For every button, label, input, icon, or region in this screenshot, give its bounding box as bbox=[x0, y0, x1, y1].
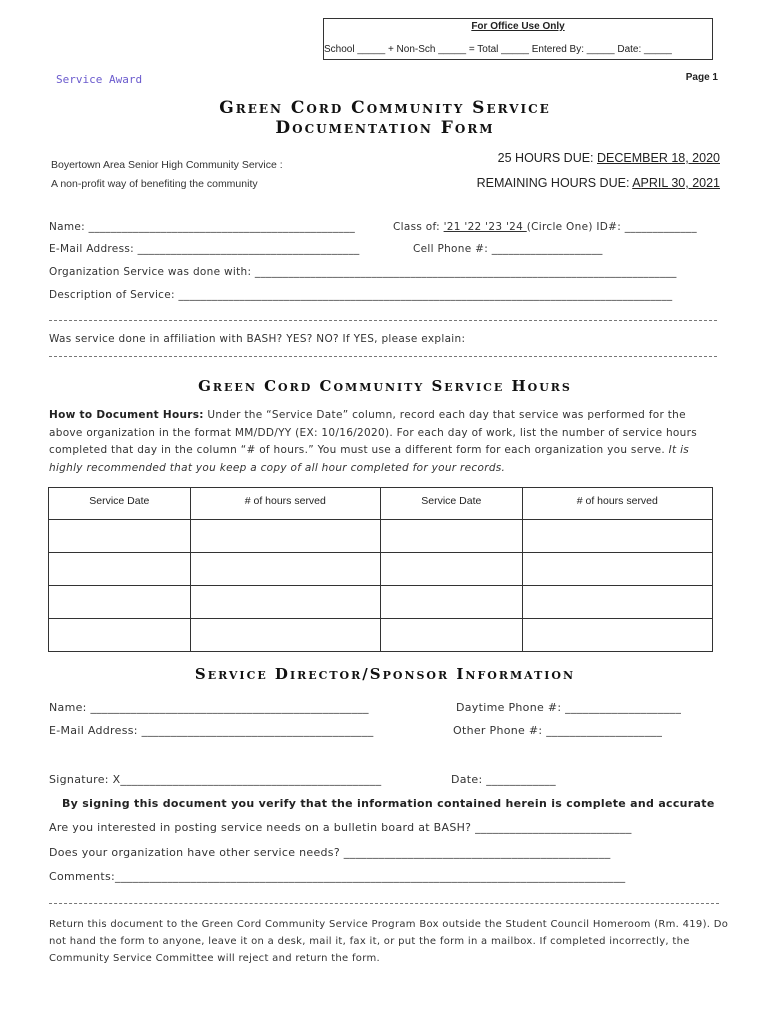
office-use-line: School _____ + Non-Sch _____ = Total _____ Entered By: _____ Date: _____ bbox=[324, 44, 672, 55]
sponsor-other-phone-field[interactable]: Other Phone #: ____________________ bbox=[453, 724, 663, 737]
sponsor-name-field[interactable]: Name: ________________________________________________ bbox=[49, 701, 369, 714]
table-row bbox=[49, 586, 713, 619]
table-cell[interactable] bbox=[190, 586, 380, 619]
table-cell[interactable] bbox=[380, 553, 522, 586]
table-cell[interactable] bbox=[522, 586, 712, 619]
signature-date-field[interactable]: Date: ____________ bbox=[451, 773, 556, 786]
sponsor-section-heading: Service Director/Sponsor Information bbox=[194, 665, 576, 683]
howto-recommendation: It is highly recommended that you keep a copy of all hour completed for your records. bbox=[49, 444, 690, 474]
class-years[interactable]: '21 '22 '23 '24 bbox=[443, 221, 527, 233]
affiliation-question: Was service done in affiliation with BASH? YES? NO? If YES, please explain: bbox=[49, 333, 466, 345]
col-hours-served-2: # of hours served bbox=[522, 488, 712, 520]
school-name: Boyertown Area Senior High Community Service : bbox=[51, 159, 283, 171]
table-cell[interactable] bbox=[190, 520, 380, 553]
school-tagline: A non-profit way of benefiting the community bbox=[51, 178, 258, 190]
remaining-hours-due bbox=[477, 176, 720, 190]
signing-verification-note: By signing this document you verify that the information contained herein is complete and accurate bbox=[62, 797, 715, 810]
table-row bbox=[49, 619, 713, 652]
howto-text: Under the “Service Date” column, record each day that service was performed for the above organization in the format MM/DD/YY (EX: 10/16/2020). For each day of work, list the number of service hours completed that day in the column “# of hours.” You must use a different form for each organization you serve. bbox=[49, 409, 697, 456]
table-cell[interactable] bbox=[380, 520, 522, 553]
circle-one-id[interactable]: (Circle One) ID#: _____________ bbox=[526, 221, 697, 233]
signature-field[interactable]: Signature: X_____________________________________________ bbox=[49, 773, 382, 786]
cell-phone-field[interactable]: Cell Phone #: ____________________ bbox=[413, 243, 603, 255]
page-number: Page 1 bbox=[685, 72, 718, 83]
col-hours-served-1: # of hours served bbox=[190, 488, 380, 520]
affiliation-explain-line[interactable] bbox=[49, 356, 717, 357]
how-to-document-instructions bbox=[49, 407, 719, 477]
hours-due-date: DECEMBER 18, 2020 bbox=[597, 151, 720, 165]
class-of-label: Class of: bbox=[393, 221, 444, 233]
table-cell[interactable] bbox=[49, 520, 191, 553]
form-title-line1: Green Cord Community Service bbox=[219, 98, 551, 118]
office-use-box bbox=[323, 18, 713, 60]
bulletin-board-question[interactable]: Are you interested in posting service needs on a bulletin board at BASH? ___________________________ bbox=[49, 821, 632, 834]
table-cell[interactable] bbox=[522, 553, 712, 586]
comments-field[interactable]: Comments:________________________________________________________________________________________ bbox=[49, 870, 626, 883]
remaining-due-date: APRIL 30, 2021 bbox=[632, 176, 720, 190]
student-name-field[interactable]: Name: ________________________________________________ bbox=[49, 221, 356, 233]
table-cell[interactable] bbox=[190, 619, 380, 652]
organization-field[interactable]: Organization Service was done with: ____________________________________________________________________________ bbox=[49, 266, 677, 278]
table-cell[interactable] bbox=[49, 619, 191, 652]
table-cell[interactable] bbox=[190, 553, 380, 586]
col-service-date-2: Service Date bbox=[380, 488, 522, 520]
hours-due bbox=[498, 151, 720, 165]
table-cell[interactable] bbox=[380, 619, 522, 652]
service-hours-table bbox=[48, 487, 713, 652]
table-cell[interactable] bbox=[49, 586, 191, 619]
col-service-date-1: Service Date bbox=[49, 488, 191, 520]
table-cell[interactable] bbox=[522, 619, 712, 652]
class-of-field[interactable] bbox=[393, 221, 697, 233]
table-cell[interactable] bbox=[380, 586, 522, 619]
table-cell[interactable] bbox=[49, 553, 191, 586]
comments-continuation-line[interactable] bbox=[49, 903, 719, 904]
table-header-row bbox=[49, 488, 713, 520]
office-use-title: For Office Use Only bbox=[471, 21, 565, 32]
table-row bbox=[49, 553, 713, 586]
table-row bbox=[49, 520, 713, 553]
service-award-label: Service Award bbox=[56, 73, 143, 86]
sponsor-email-field[interactable]: E-Mail Address: ________________________________________ bbox=[49, 724, 374, 737]
table-cell[interactable] bbox=[522, 520, 712, 553]
description-field[interactable]: Description of Service: _________________________________________________________________________________________ bbox=[49, 289, 673, 301]
form-title-line2: Documentation Form bbox=[275, 118, 495, 138]
hours-section-heading: Green Cord Community Service Hours bbox=[198, 377, 572, 395]
student-email-field[interactable]: E-Mail Address: ________________________________________ bbox=[49, 243, 360, 255]
description-continuation-line bbox=[49, 320, 717, 321]
hours-due-label: 25 HOURS DUE: bbox=[497, 151, 598, 165]
sponsor-daytime-phone-field[interactable]: Daytime Phone #: ____________________ bbox=[456, 701, 682, 714]
remaining-due-label: REMAINING HOURS DUE: bbox=[476, 176, 633, 190]
return-instructions: Return this document to the Green Cord Community Service Program Box outside the Student Council Homeroom (Rm. 419). Do not hand the form to anyone, leave it on a desk, mail it, fax it, or put the form in a mailbox. If completed incorrectly, the Community Service Committee will reject and return the form. bbox=[49, 919, 729, 964]
howto-label: How to Document Hours: bbox=[49, 409, 204, 421]
other-needs-question[interactable]: Does your organization have other service needs? ______________________________________________ bbox=[49, 846, 611, 859]
